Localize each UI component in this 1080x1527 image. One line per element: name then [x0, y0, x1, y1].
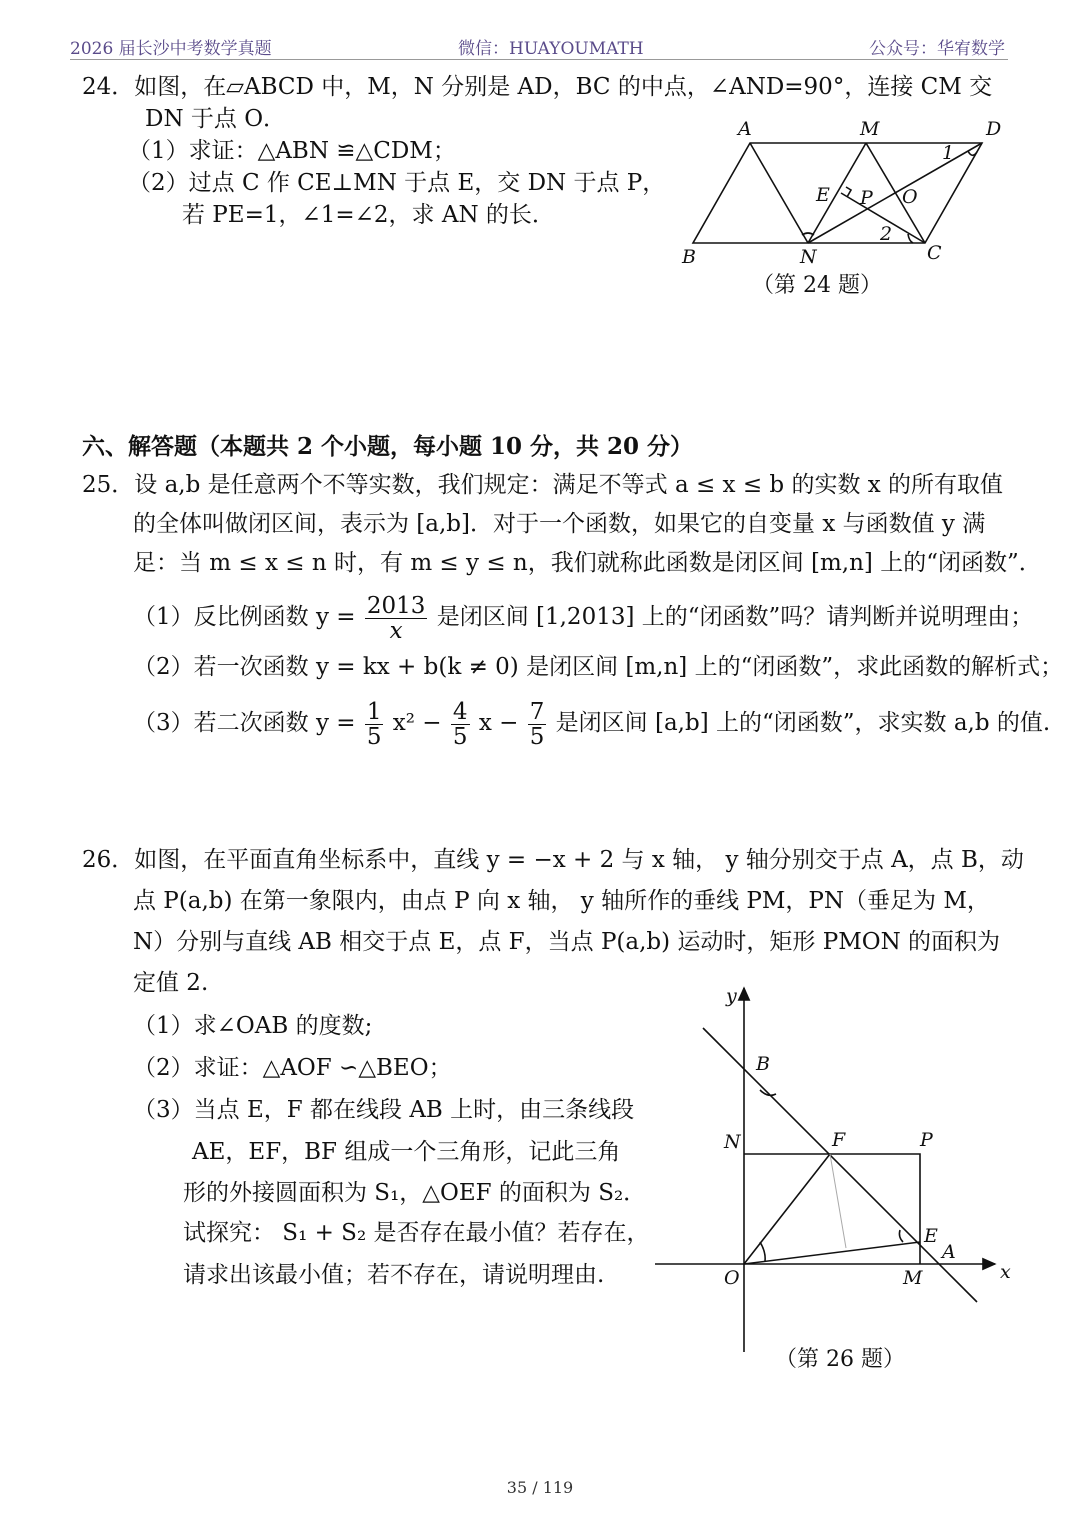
label-b: B	[756, 1053, 770, 1075]
q25-part3-post: 是闭区间 [a,b] 上的“闭函数”，求实数 a,b 的值.	[555, 710, 1051, 736]
segment-an	[750, 143, 808, 243]
label-e: E	[924, 1225, 938, 1247]
q25-frac1	[365, 700, 384, 749]
label-angle-2: 2	[880, 223, 893, 245]
q26-part1: （1）求∠OAB 的度数;	[133, 1013, 373, 1039]
q26-part2: （2）求证：△AOF ∽△BEO；	[133, 1055, 452, 1081]
q25-part1-numerator: 2013	[366, 592, 426, 619]
q24-part1: （1）求证：△ABN ≌△CDM；	[128, 138, 456, 164]
q26-line2: 点 P(a,b) 在第一象限内，由点 P 向 x 轴， y 轴所作的垂线 PM，PN（垂足为 M，	[133, 888, 990, 914]
q25-line3: 足：当 m ≤ x ≤ n 时，有 m ≤ y ≤ n，我们就称此函数是闭区间 [m,n] 上的“闭函数”．	[133, 550, 1042, 576]
q24-line1: 24．如图，在▱ABCD 中，M，N 分别是 AD，BC 的中点，∠AND=90°，连接 CM 交	[82, 74, 993, 100]
q25-part1-pre: （1）反比例函数 y =	[133, 604, 356, 630]
q25-frac3	[528, 700, 547, 749]
label-n: N	[800, 246, 817, 265]
header-title: 2026 届长沙中考数学真题	[70, 39, 272, 59]
q25-part2: （2）若一次函数 y = kx + b(k ≠ 0) 是闭区间 [m,n] 上的“闭函数”，求此函数的解析式；	[133, 654, 1064, 680]
q26-caption: （第 26 题）	[775, 1347, 905, 1372]
q25-part1-fraction	[365, 594, 428, 643]
q25-frac1-den: 5	[366, 723, 382, 750]
label-m: M	[860, 118, 880, 140]
q25-part3-mid1: x² −	[392, 710, 442, 736]
q24-caption: （第 24 题）	[752, 273, 882, 298]
label-a: A	[942, 1241, 956, 1263]
label-b: B	[682, 246, 696, 265]
q25-frac3-num: 7	[529, 698, 545, 725]
q24-line2: DN 于点 O．	[145, 106, 287, 132]
label-x: x	[1000, 1261, 1011, 1283]
q24-part2a: （2）过点 C 作 CE⊥MN 于点 E，交 DN 于点 P，	[128, 170, 666, 196]
rectangle-pmon	[744, 1154, 920, 1264]
q26-line4: 定值 2.	[133, 970, 209, 996]
q26-line1: 26．如图，在平面直角坐标系中，直线 y = −x + 2 与 x 轴， y 轴分别交于点 A，点 B，动	[82, 847, 1024, 873]
q25-part3-mid2: x −	[478, 710, 519, 736]
q25-line2: 的全体叫做闭区间，表示为 [a,b]．对于一个函数，如果它的自变量 x 与函数值 y 满	[133, 511, 986, 537]
q25-part3	[133, 696, 1050, 750]
header-account: 公众号：华宥数学	[869, 39, 1005, 59]
label-angle-1: 1	[942, 142, 955, 164]
label-p: P	[860, 187, 873, 209]
q26-part3e: 请求出该最小值；若不存在，请说明理由.	[183, 1262, 605, 1288]
q26-figure	[650, 980, 1030, 1360]
q24-figure	[680, 115, 1030, 265]
q25-part1-denominator: x	[389, 617, 403, 644]
right-angle-n	[802, 233, 814, 235]
label-o: O	[902, 186, 918, 208]
q25-line1: 25．设 a,b 是任意两个不等实数，我们规定：满足不等式 a ≤ x ≤ b 的实数 x 的所有取值	[82, 472, 1004, 498]
segment-of	[744, 1154, 830, 1264]
q26-part3a: （3）当点 E，F 都在线段 AB 上时，由三条线段	[133, 1097, 635, 1123]
angle-arc-e	[899, 1230, 903, 1242]
section6-title: 六、解答题（本题共 2 个小题，每小题 10 分，共 20 分）	[82, 433, 694, 460]
q25-frac2-num: 4	[452, 698, 468, 725]
q24-part2b: 若 PE=1，∠1=∠2，求 AN 的长．	[182, 202, 555, 228]
segment-oe	[744, 1242, 920, 1264]
label-a: A	[738, 118, 752, 140]
q25-frac3-den: 5	[529, 723, 545, 750]
header-divider	[70, 59, 1008, 60]
q26-part3d: 试探究： S₁ + S₂ 是否存在最小值？若存在，	[183, 1220, 650, 1246]
angle-1-arc	[968, 151, 977, 155]
q25-frac2	[451, 700, 470, 749]
label-y: y	[726, 985, 737, 1007]
angle-arc-o	[760, 1242, 765, 1261]
q25-part3-pre: （3）若二次函数 y =	[133, 710, 356, 736]
label-f: F	[832, 1129, 846, 1151]
page-number: 35 / 119	[506, 1478, 574, 1497]
q25-frac2-den: 5	[452, 723, 468, 750]
header-wechat: 微信：HUAYOUMATH	[458, 39, 644, 59]
label-d: D	[986, 118, 1002, 140]
label-n: N	[724, 1131, 741, 1153]
q25-frac1-num: 1	[366, 698, 382, 725]
q25-part1	[133, 590, 1033, 644]
label-c: C	[927, 242, 942, 264]
q26-part3b: AE，EF，BF 组成一个三角形，记此三角	[192, 1139, 621, 1165]
label-o: O	[724, 1267, 740, 1289]
label-p: P	[920, 1129, 933, 1151]
label-m: M	[903, 1267, 923, 1289]
q26-part3c: 形的外接圆面积为 S₁，△OEF 的面积为 S₂．	[183, 1180, 647, 1206]
q25-part1-post: 是闭区间 [1,2013] 上的“闭函数”吗？请判断并说明理由；	[436, 604, 1034, 630]
q26-line3: N）分别与直线 AB 相交于点 E，点 F，当点 P(a,b) 运动时，矩形 PMON 的面积为	[133, 929, 1001, 955]
label-e: E	[816, 184, 830, 206]
